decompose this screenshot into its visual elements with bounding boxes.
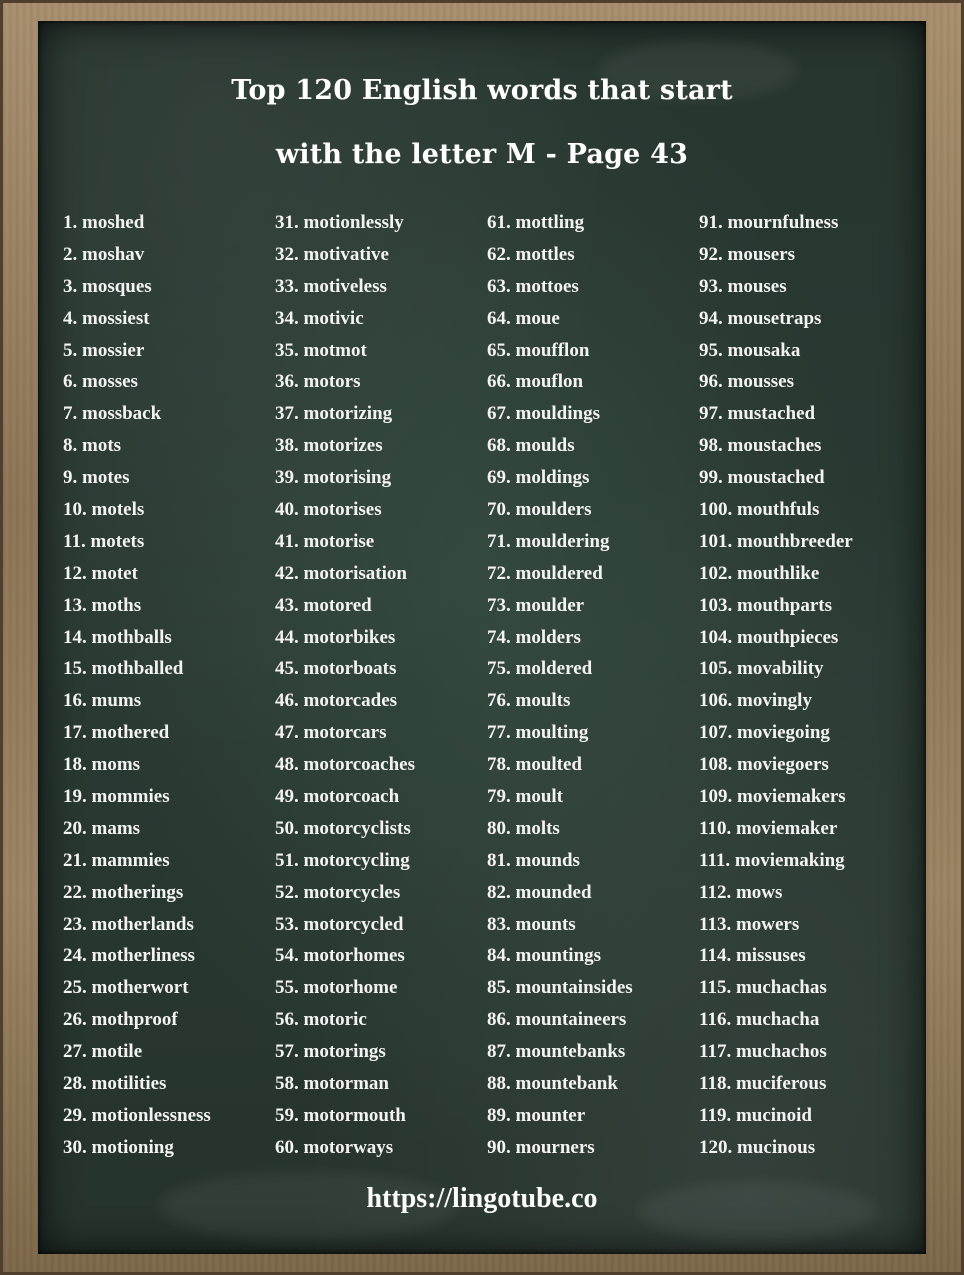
word-list-item: 65. moufflon	[487, 339, 590, 361]
word-list-item: 55. motorhome	[275, 977, 398, 999]
page-title-line-2: with the letter M - Page 43	[275, 139, 689, 170]
word-list-item: 106. movingly	[699, 690, 812, 712]
word-list-item: 3. mosques	[63, 275, 152, 297]
word-list-item: 14. mothballs	[63, 626, 172, 648]
word-list-item: 80. molts	[487, 817, 560, 839]
word-list-item: 56. motoric	[275, 1009, 367, 1031]
word-list-item: 96. mousses	[699, 371, 795, 393]
footer-url: https://lingotube.co	[366, 1183, 598, 1214]
word-list-item: 44. motorbikes	[275, 626, 396, 648]
word-list-item: 39. motorising	[275, 467, 392, 489]
word-list-item: 105. movability	[699, 658, 824, 680]
word-list-item: 100. mouthfuls	[699, 499, 820, 521]
word-list-item: 25. motherwort	[63, 977, 189, 999]
word-list-item: 19. mommies	[63, 786, 170, 808]
word-list-item: 20. mams	[63, 817, 141, 839]
word-list-item: 115. muchachas	[699, 977, 827, 999]
word-list-item: 76. moults	[487, 690, 571, 712]
word-list-item: 61. mottling	[487, 212, 585, 233]
word-list-item: 74. molders	[487, 626, 581, 648]
word-list-item: 97. mustached	[699, 403, 816, 425]
word-list-item: 104. mouthpieces	[699, 626, 839, 648]
word-list-item: 112. mows	[699, 881, 783, 903]
word-list-item: 37. motorizing	[275, 403, 393, 425]
word-list-item: 8. mots	[63, 435, 122, 457]
word-list-item: 109. moviemakers	[699, 786, 846, 808]
word-list-item: 101. mouthbreeder	[699, 530, 853, 552]
word-list-item: 32. motivative	[275, 243, 389, 265]
word-column-2	[275, 207, 487, 1164]
word-list-item: 30. motioning	[63, 1136, 174, 1158]
word-list-item: 58. motorman	[275, 1073, 389, 1095]
word-list-item: 53. motorcycled	[275, 913, 404, 935]
page-title-line-1: Top 120 English words that start	[231, 75, 733, 106]
word-list-item: 82. mounded	[487, 881, 592, 903]
word-list-item: 21. mammies	[63, 849, 170, 871]
word-list-item: 26. mothproof	[63, 1009, 178, 1031]
word-list-item: 54. motorhomes	[275, 945, 405, 967]
word-list-item: 79. moult	[487, 786, 563, 808]
word-list-item: 77. moulting	[487, 722, 589, 744]
word-column-3	[487, 207, 699, 1164]
word-list-item: 107. moviegoing	[699, 722, 830, 744]
word-list-item: 17. mothered	[63, 722, 170, 744]
word-list-item: 81. mounds	[487, 849, 580, 871]
word-list-item: 12. motet	[63, 562, 138, 584]
word-list-item: 94. mousetraps	[699, 307, 822, 329]
word-list-item: 93. mouses	[699, 275, 787, 297]
word-list-item: 36. motors	[275, 371, 361, 393]
word-list-item: 63. mottoes	[487, 275, 579, 297]
word-list-item: 83. mounts	[487, 913, 576, 935]
word-list-item: 85. mountainsides	[487, 977, 633, 999]
word-list-item: 52. motorcycles	[275, 881, 401, 903]
word-list-item: 24. motherliness	[63, 945, 195, 967]
word-list-item: 4. mossiest	[63, 307, 150, 329]
word-list-item: 113. mowers	[699, 913, 800, 935]
word-list-item: 38. motorizes	[275, 435, 383, 457]
word-list-item: 111. moviemaking	[699, 849, 845, 871]
word-list-item: 47. motorcars	[275, 722, 387, 744]
word-list-item: 88. mountebank	[487, 1073, 618, 1095]
word-list-item: 15. mothballed	[63, 658, 184, 680]
word-list-item: 118. muciferous	[699, 1073, 827, 1095]
word-list-item: 5. mossier	[63, 339, 145, 361]
word-list-item: 91. mournfulness	[699, 212, 839, 233]
word-list-item: 10. motels	[63, 499, 145, 521]
word-list-item: 7. mossback	[63, 403, 162, 425]
word-list-item: 59. motormouth	[275, 1104, 406, 1126]
word-list-item: 22. motherings	[63, 881, 184, 903]
word-list-item: 119. mucinoid	[699, 1104, 812, 1126]
word-list-item: 43. motored	[275, 594, 372, 616]
word-list-item: 108. moviegoers	[699, 754, 829, 776]
word-list-item: 40. motorises	[275, 499, 382, 521]
word-list-item: 68. moulds	[487, 435, 575, 457]
word-list-item: 31. motionlessly	[275, 212, 404, 233]
word-list-item: 50. motorcyclists	[275, 817, 411, 839]
word-list-item: 98. moustaches	[699, 435, 822, 457]
word-list-item: 49. motorcoach	[275, 786, 400, 808]
word-list-item: 6. mosses	[63, 371, 138, 393]
word-list-item: 72. mouldered	[487, 562, 603, 584]
word-list-item: 46. motorcades	[275, 690, 398, 712]
word-list-item: 33. motiveless	[275, 275, 387, 297]
word-list-item: 102. mouthlike	[699, 562, 820, 584]
word-list-item: 62. mottles	[487, 243, 575, 265]
word-column-1	[63, 207, 275, 1164]
word-column-4	[699, 207, 911, 1164]
word-list-item: 1. moshed	[63, 212, 145, 233]
word-list-item: 70. moulders	[487, 499, 592, 521]
word-list-item: 69. moldings	[487, 467, 590, 489]
word-list-item: 103. mouthparts	[699, 594, 833, 616]
word-list-item: 114. missuses	[699, 945, 806, 967]
word-list-item: 73. moulder	[487, 594, 585, 616]
word-list-item: 29. motionlessness	[63, 1104, 211, 1126]
word-list-item: 86. mountaineers	[487, 1009, 627, 1031]
word-list-item: 84. mountings	[487, 945, 602, 967]
word-list-item: 18. moms	[63, 754, 141, 776]
word-list-item: 57. motorings	[275, 1041, 386, 1063]
word-list-item: 78. moulted	[487, 754, 582, 776]
word-list-item: 71. mouldering	[487, 530, 610, 552]
word-list-item: 90. mourners	[487, 1136, 595, 1158]
word-list-item: 48. motorcoaches	[275, 754, 416, 776]
word-list-item: 67. mouldings	[487, 403, 600, 425]
word-list-item: 23. motherlands	[63, 913, 194, 935]
word-list-item: 117. muchachos	[699, 1041, 827, 1063]
word-list-item: 95. mousaka	[699, 339, 801, 361]
word-list-item: 41. motorise	[275, 530, 375, 552]
chalkboard	[38, 21, 926, 1254]
word-list-item: 27. motile	[63, 1041, 143, 1063]
word-list-item: 9. motes	[63, 467, 130, 489]
word-list-item: 89. mounter	[487, 1104, 586, 1126]
word-list-item: 116. muchacha	[699, 1009, 820, 1031]
word-list-item: 92. mousers	[699, 243, 796, 265]
word-list-item: 120. mucinous	[699, 1136, 816, 1158]
word-list-item: 28. motilities	[63, 1073, 167, 1095]
word-list-item: 75. moldered	[487, 658, 593, 680]
word-list-item: 110. moviemaker	[699, 817, 838, 839]
word-list-item: 45. motorboats	[275, 658, 397, 680]
word-list-item: 16. mums	[63, 690, 142, 712]
word-list-item: 34. motivic	[275, 307, 364, 329]
word-list-item: 42. motorisation	[275, 562, 407, 584]
word-list-item: 13. moths	[63, 594, 142, 616]
word-list-item: 60. motorways	[275, 1136, 394, 1158]
word-list-item: 66. mouflon	[487, 371, 584, 393]
word-list-item: 99. moustached	[699, 467, 825, 489]
word-list-item: 2. moshav	[63, 243, 145, 265]
word-list-item: 11. motets	[63, 530, 145, 552]
word-list-item: 64. moue	[487, 307, 560, 329]
word-list-item: 35. motmot	[275, 339, 367, 361]
word-list-item: 51. motorcycling	[275, 849, 410, 871]
word-list-item: 87. mountebanks	[487, 1041, 626, 1063]
